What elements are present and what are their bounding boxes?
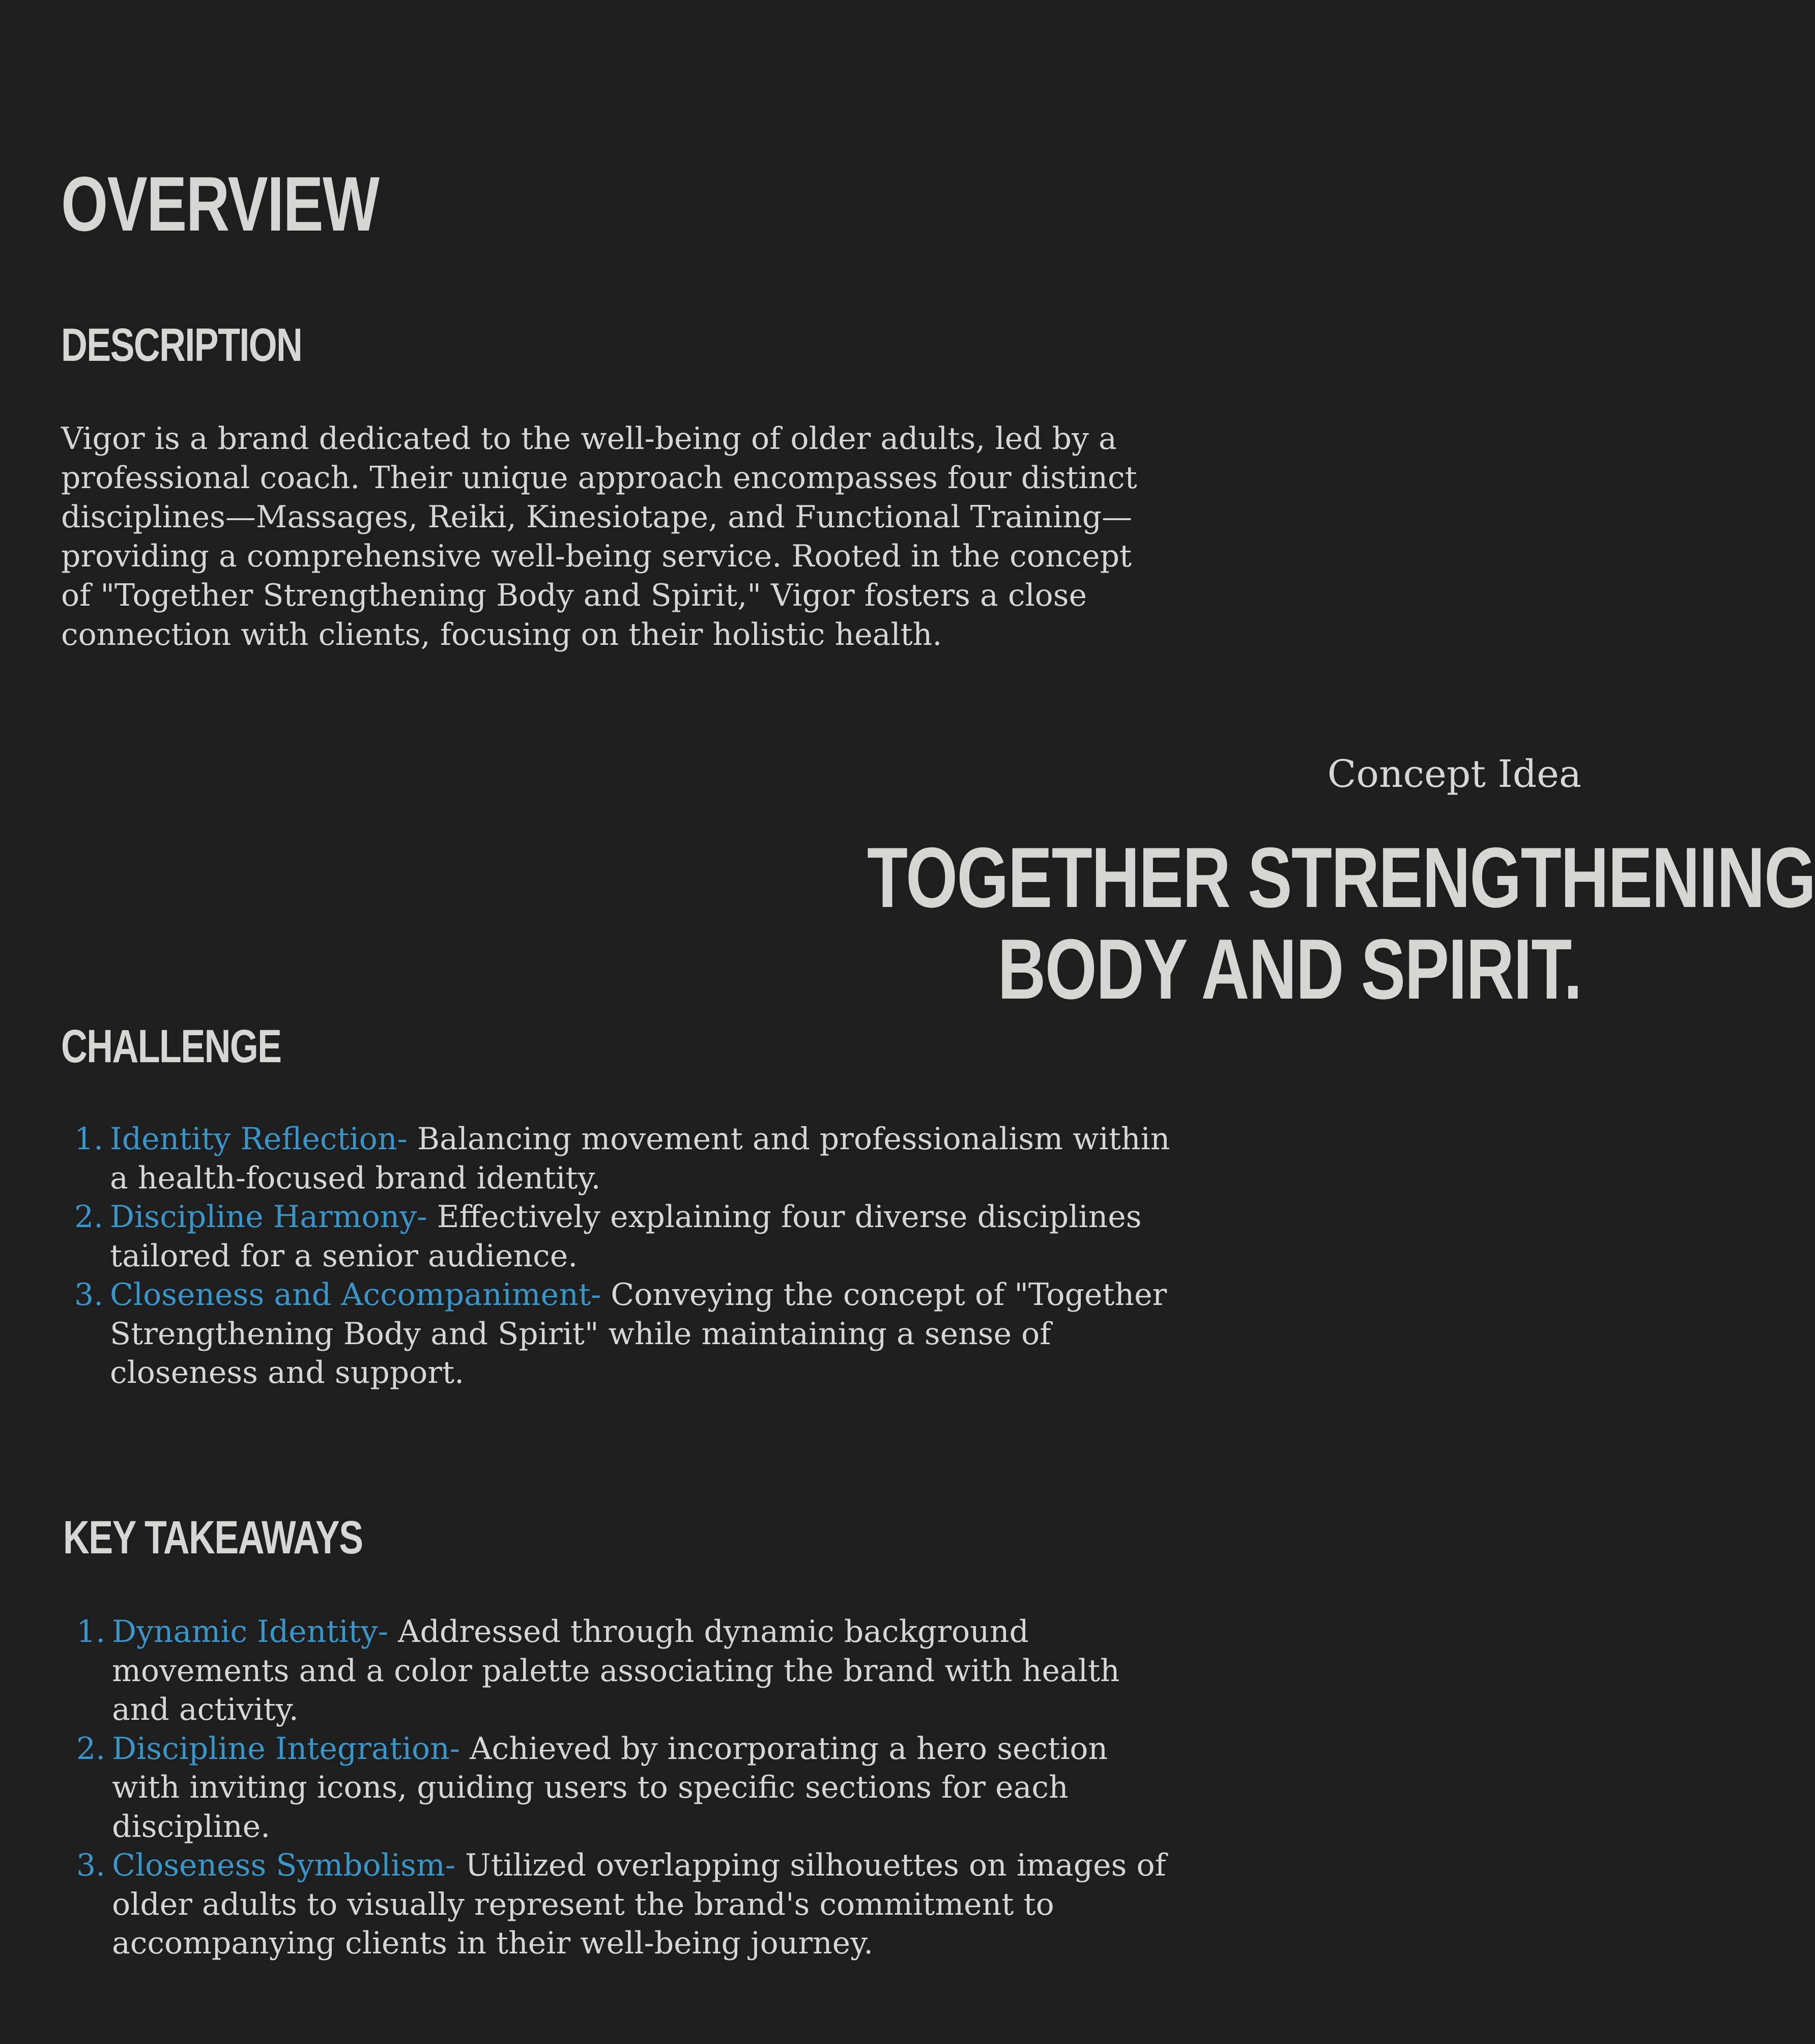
takeaway-item-number: 1. [76, 1614, 106, 1650]
challenge-item [61, 1198, 1170, 1275]
takeaway-item [63, 1729, 1172, 1847]
concept-label: Concept Idea [1327, 752, 1581, 796]
takeaway-item-number: 3. [76, 1848, 106, 1883]
challenge-item-key: Closeness and Accompaniment- [110, 1277, 601, 1313]
takeaway-item [63, 1846, 1172, 1963]
overview-title: OVERVIEW [61, 161, 379, 247]
challenge-item-text: Balancing movement and professionalism within a health-focused brand identity. [110, 1121, 1170, 1196]
challenge-item-key: Identity Reflection- [110, 1121, 408, 1157]
takeaway-item-key: Dynamic Identity- [112, 1614, 389, 1650]
takeaway-item-key: Closeness Symbolism- [112, 1848, 456, 1883]
challenge-list [61, 1120, 1170, 1393]
takeaway-item-number: 2. [76, 1730, 106, 1767]
challenge-item-text: Effectively explaining four diverse disciplines tailored for a senior audience. [110, 1199, 1142, 1274]
description-heading: DESCRIPTION [61, 319, 302, 371]
challenge-heading: CHALLENGE [61, 1020, 281, 1072]
takeaway-item-text: Utilized overlapping silhouettes on images of older adults to visually represent the brand's commitment to accompanying clients in their well-being journey. [112, 1848, 1166, 1961]
challenge-item [61, 1275, 1170, 1393]
takeaway-item-text: Achieved by incorporating a hero section with inviting icons, guiding users to specific sections for each discipline. [112, 1730, 1108, 1844]
challenge-item-number: 3. [74, 1277, 104, 1313]
challenge-item [61, 1120, 1170, 1198]
concept-title-line-2: BODY AND SPIRIT. [997, 921, 1581, 1017]
description-text: Vigor is a brand dedicated to the well-being of older adults, led by a professional coach. Their unique approach encompasses four distinct disciplines—Massages, Reiki, Kinesiotape, and Functional Training—providing a comprehensive well-being service. Rooted in the concept of "Together Strengthening Body and Spirit," Vigor fosters a close connection with clients, focusing on their holistic health. [61, 421, 1137, 652]
challenge-item-key: Discipline Harmony- [110, 1199, 427, 1235]
key-takeaways-list [63, 1612, 1172, 1963]
key-takeaways-heading: KEY TAKEAWAYS [63, 1512, 363, 1564]
challenge-item-text: Conveying the concept of "Together Strengthening Body and Spirit" while maintaining a sense of closeness and support. [110, 1277, 1167, 1390]
takeaway-item [63, 1612, 1172, 1729]
takeaway-item-key: Discipline Integration- [112, 1730, 460, 1767]
challenge-item-number: 2. [74, 1199, 104, 1235]
concept-title [666, 830, 1815, 1017]
takeaway-item-text: Addressed through dynamic background movements and a color palette associating the brand with health and activity. [112, 1614, 1120, 1727]
challenge-item-number: 1. [74, 1121, 104, 1157]
concept-title-line-1: TOGETHER STRENGTHENING [867, 830, 1815, 925]
